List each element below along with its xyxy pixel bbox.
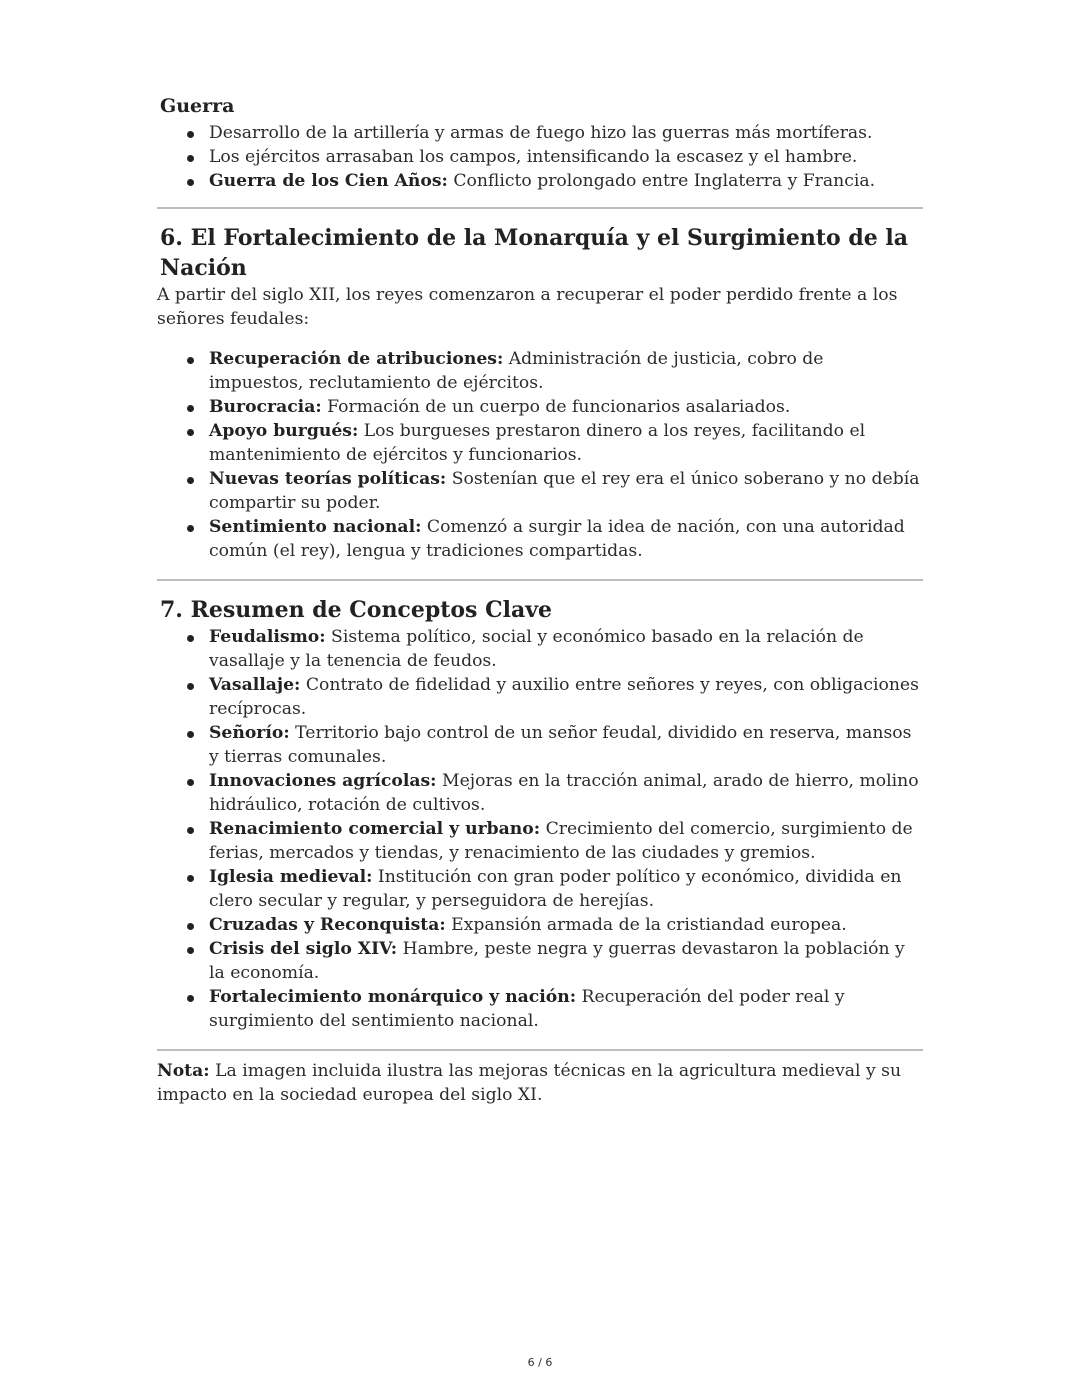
bullet-icon: [187, 357, 194, 364]
list-item: Burocracia: Formación de un cuerpo de funcionarios asalariados.: [209, 395, 923, 419]
note-label: Nota:: [157, 1061, 210, 1081]
page-number: 6 / 6: [527, 1356, 553, 1369]
bullet-icon: [187, 875, 194, 882]
bullet-icon: [187, 731, 194, 738]
note-text: La imagen incluida ilustra las mejoras técnicas en la agricultura medieval y su impacto en la sociedad europea del siglo XI.: [157, 1061, 902, 1105]
list-item: Desarrollo de la artillería y armas de fuego hizo las guerras más mortíferas.: [209, 121, 923, 145]
list-item: Sentimiento nacional: Comenzó a surgir la idea de nación, con una autoridad común (el rey), lengua y tradiciones compartidas.: [209, 515, 923, 563]
bullet-icon: [187, 477, 194, 484]
bullet-icon: [187, 827, 194, 834]
section-6-title: 6. El Fortalecimiento de la Monarquía y el Surgimiento de la Nación: [160, 225, 909, 281]
bullet-icon: [187, 155, 194, 162]
list-item: Apoyo burgués: Los burgueses prestaron dinero a los reyes, facilitando el mantenimiento de ejércitos y funcionarios.: [209, 419, 923, 467]
section-6: [157, 223, 923, 563]
list-item: Cruzadas y Reconquista: Expansión armada de la cristiandad europea.: [209, 913, 923, 937]
list-item: Vasallaje: Contrato de fidelidad y auxilio entre señores y reyes, con obligaciones recíprocas.: [209, 673, 923, 721]
section-7-list: [157, 625, 923, 1033]
divider: [157, 579, 923, 581]
list-item: Iglesia medieval: Institución con gran poder político y económico, dividida en clero secular y regular, y perseguidora de herejías.: [209, 865, 923, 913]
list-item: Guerra de los Cien Años: Conflicto prolongado entre Inglaterra y Francia.: [209, 169, 923, 193]
bullet-icon: [187, 923, 194, 930]
divider: [157, 1049, 923, 1051]
bullet-icon: [187, 995, 194, 1002]
document-page: [157, 94, 923, 1107]
bullet-icon: [187, 179, 194, 186]
bullet-icon: [187, 405, 194, 412]
section-6-intro: A partir del siglo XII, los reyes comenzaron a recuperar el poder perdido frente a los señores feudales:: [157, 285, 898, 329]
list-item: Feudalismo: Sistema político, social y económico basado en la relación de vasallaje y la tenencia de feudos.: [209, 625, 923, 673]
list-item: Los ejércitos arrasaban los campos, intensificando la escasez y el hambre.: [209, 145, 923, 169]
war-list: [157, 121, 923, 193]
section-7-title: 7. Resumen de Conceptos Clave: [160, 597, 552, 623]
war-heading: Guerra: [160, 95, 235, 117]
bullet-icon: [187, 635, 194, 642]
bullet-icon: [187, 525, 194, 532]
list-item: Señorío: Territorio bajo control de un señor feudal, dividido en reserva, mansos y tierras comunales.: [209, 721, 923, 769]
divider: [157, 207, 923, 209]
bullet-icon: [187, 779, 194, 786]
list-item: Recuperación de atribuciones: Administración de justicia, cobro de impuestos, reclutamiento de ejércitos.: [209, 347, 923, 395]
section-6-list: [157, 347, 923, 563]
bullet-icon: [187, 683, 194, 690]
list-item: Fortalecimiento monárquico y nación: Recuperación del poder real y surgimiento del sentimiento nacional.: [209, 985, 923, 1033]
note-paragraph: [157, 1059, 923, 1107]
bullet-icon: [187, 429, 194, 436]
bullet-icon: [187, 947, 194, 954]
list-item: Nuevas teorías políticas: Sostenían que el rey era el único soberano y no debía compartir su poder.: [209, 467, 923, 515]
section-war: [157, 94, 923, 193]
bullet-icon: [187, 131, 194, 138]
list-item: Renacimiento comercial y urbano: Crecimiento del comercio, surgimiento de ferias, mercados y tiendas, y renacimiento de las ciudades y gremios.: [209, 817, 923, 865]
list-item: Innovaciones agrícolas: Mejoras en la tracción animal, arado de hierro, molino hidráulico, rotación de cultivos.: [209, 769, 923, 817]
list-item: Crisis del siglo XIV: Hambre, peste negra y guerras devastaron la población y la economía.: [209, 937, 923, 985]
section-7: [157, 595, 923, 1033]
